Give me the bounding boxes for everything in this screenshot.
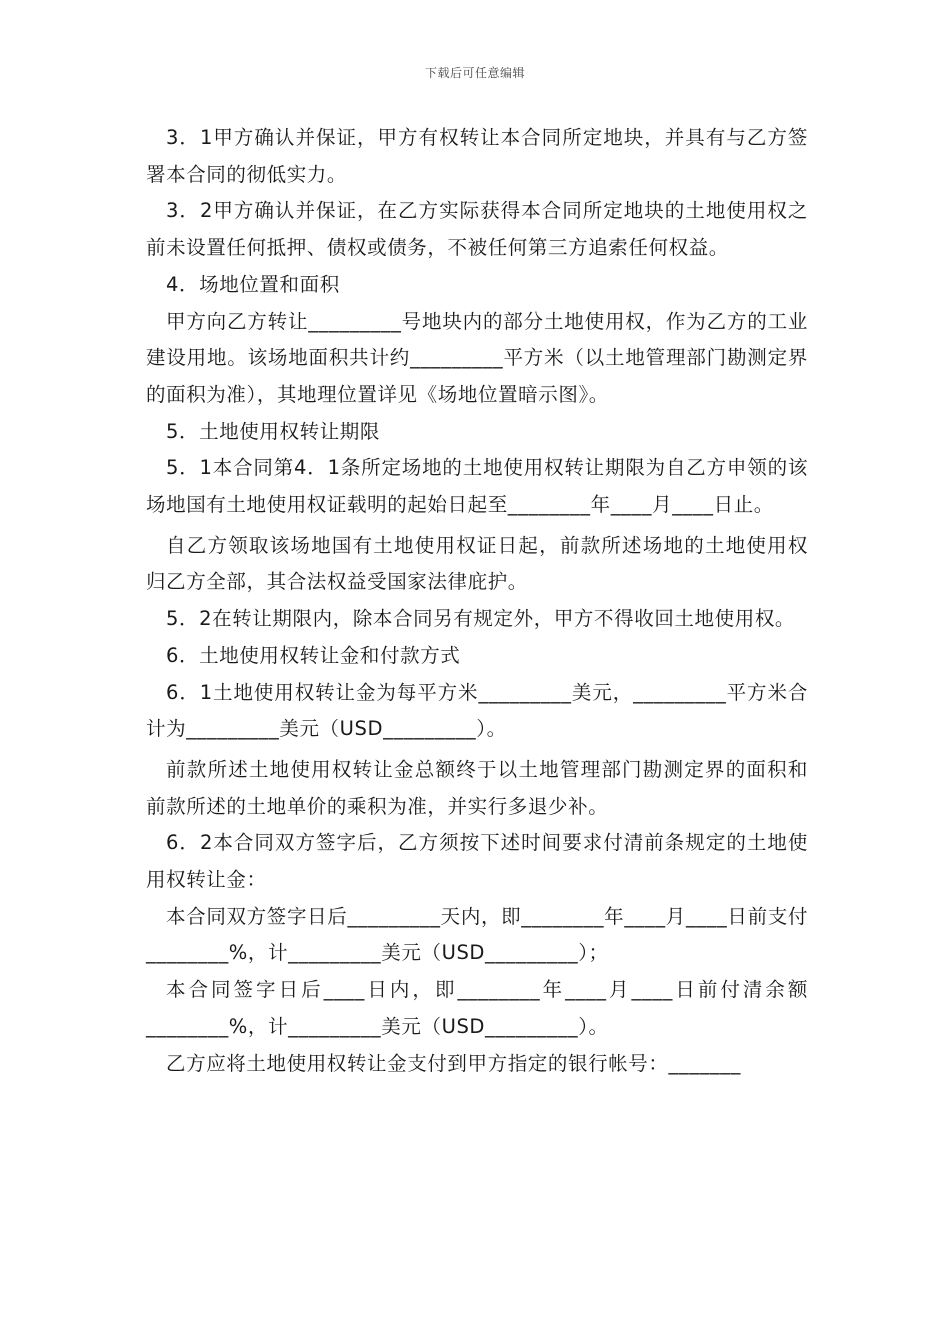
paragraph-4-body: 甲方向乙方转让_________号地块内的部分土地使用权，作为乙方的工业建设用地。该场地面积共计约_________平方米（以土地管理部门勘测定界的面积为准），其地理位置详见《场地位置暗示图》。 <box>146 309 808 406</box>
paragraph-6-2: 6．2本合同双方签字后，乙方须按下述时间要求付清前条规定的土地使用权转让金： <box>146 831 808 892</box>
paragraph-5-2: 5．2在转让期限内，除本合同另有规定外，甲方不得收回土地使用权。 <box>166 607 796 631</box>
heading-section-5: 5．土地使用权转让期限 <box>166 419 381 443</box>
paragraph-5-1-rights: 自乙方领取该场地国有土地使用权证日起，前款所述场地的土地使用权归乙方全部，其合法权益受国家法律庇护。 <box>146 533 808 594</box>
document-body <box>146 120 808 1082</box>
paragraph-6-1-total: 前款所述土地使用权转让金总额终于以土地管理部门勘测定界的面积和前款所述的土地单价的乘积为准，并实行多退少补。 <box>146 757 808 818</box>
paragraph-bank-account: 乙方应将土地使用权转让金支付到甲方指定的银行帐号：_______ <box>166 1051 741 1075</box>
header-note: 下载后可任意编辑 <box>424 66 525 80</box>
paragraph-payment-first: 本合同双方签字日后_________天内，即________年____月____日前支付________%，计_________美元（USD_________）； <box>146 904 808 965</box>
paragraph-3-1: 3．1甲方确认并保证，甲方有权转让本合同所定地块，并具有与乙方签署本合同的彻低实力。 <box>146 126 808 186</box>
heading-section-4: 4．场地位置和面积 <box>166 272 340 296</box>
paragraph-3-2: 3．2甲方确认并保证，在乙方实际获得本合同所定地块的土地使用权之前未设置任何抵押、债权或债务，不被任何第三方追索任何权益。 <box>146 199 808 260</box>
paragraph-6-1: 6．1土地使用权转让金为每平方米_________美元，_________平方米合计为_________美元（USD_________）。 <box>146 680 808 741</box>
heading-section-6: 6．土地使用权转让金和付款方式 <box>166 643 461 667</box>
paragraph-payment-balance: 本合同签字日后____日内，即________年____月____日前付清余额________%，计_________美元（USD_________）。 <box>146 978 808 1038</box>
paragraph-5-1: 5．1本合同第4．1条所定场地的土地使用权转让期限为自乙方申领的该场地国有土地使用权证载明的起始日起至________年____月____日止。 <box>146 456 808 517</box>
